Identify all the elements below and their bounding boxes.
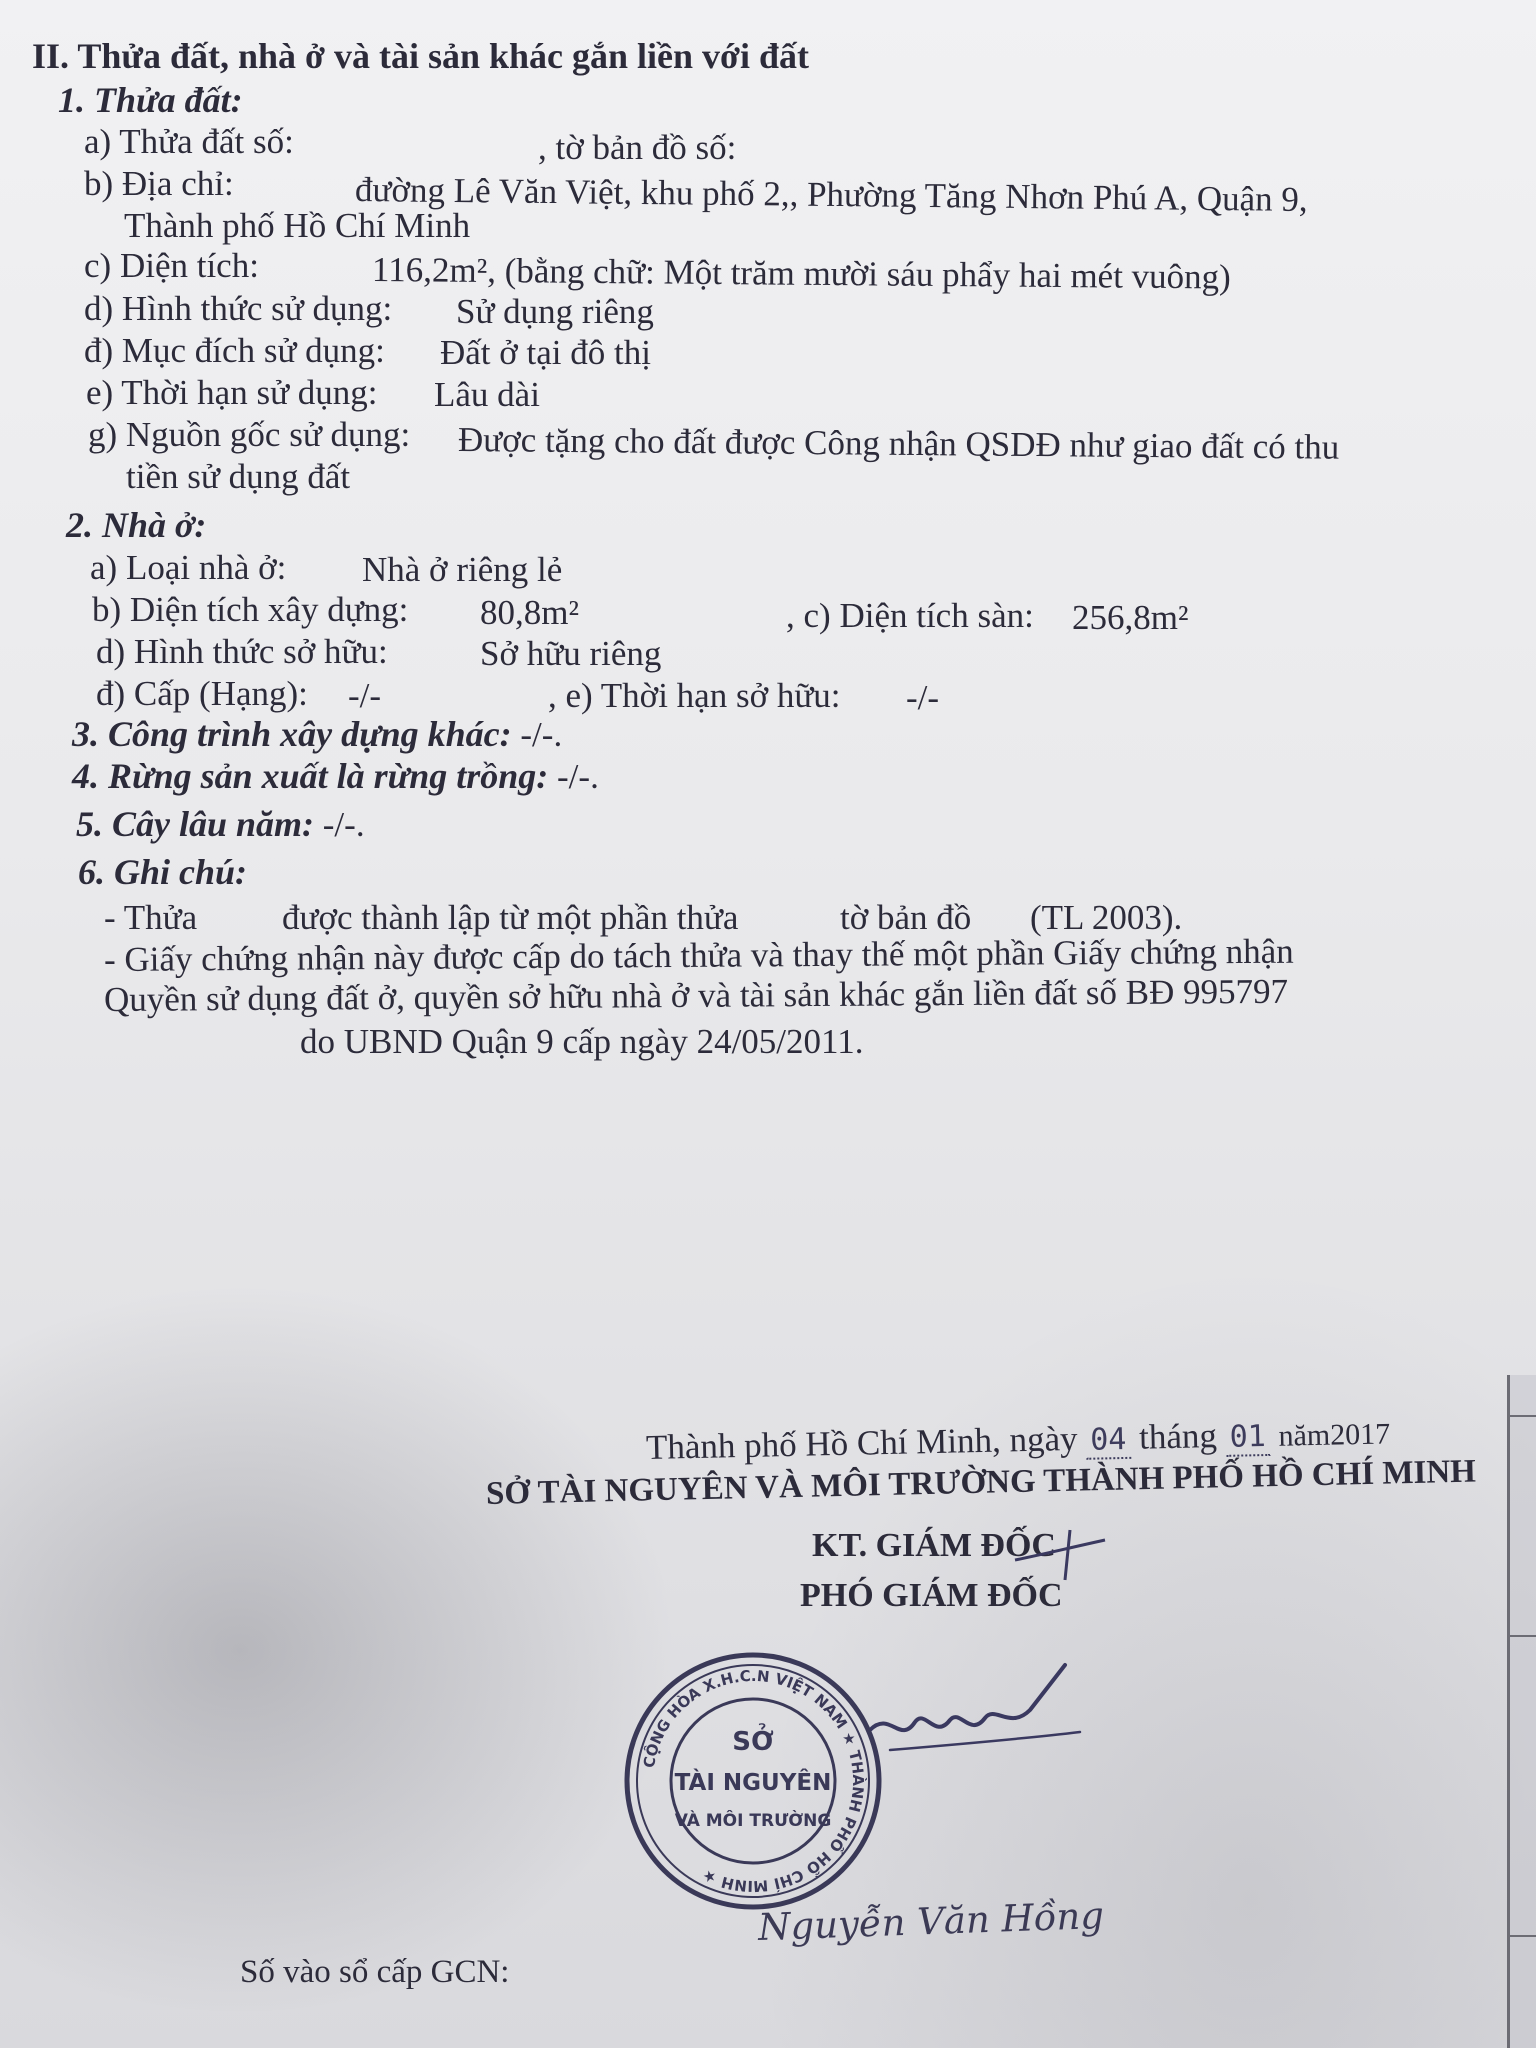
use-term-label: e) Thời hạn sử dụng: [86,373,378,412]
issuing-agency: SỞ TÀI NGUYÊN VÀ MÔI TRƯỜNG THÀNH PHỐ HỒ CHÍ MINH [485,1453,1477,1512]
land-title: 1. Thửa đất: [58,80,243,120]
floor-area-label: , c) Diện tích sàn: [786,596,1034,635]
ownership-term-label: , e) Thời hạn sở hữu: [548,676,841,715]
address-line-1: đường Lê Văn Việt, khu phố 2,, Phường Tăng Nhơn Phú A, Quận 9, [354,170,1308,219]
perennial-trees-label: 5. Cây lâu năm: [76,804,315,844]
grade-label: đ) Cấp (Hạng): [96,674,308,713]
signing-month: 01 [1225,1419,1270,1457]
official-seal [622,1650,884,1912]
note-line-2: - Giấy chứng nhận này được cấp do tách thửa và thay thế một phần Giấy chứng nhận [103,931,1294,979]
registry-number-label: Số vào sổ cấp GCN: [240,1954,510,1990]
use-term-value: Lâu dài [434,375,540,414]
floor-area-value: 256,8m² [1072,598,1189,637]
section-title: II. Thửa đất, nhà ở và tài sản khác gắn liền với đất [32,36,810,76]
signing-year-label: năm [1278,1418,1331,1453]
area-label: c) Diện tích: [84,246,259,285]
origin-value-line-2: tiền sử dụng đất [126,457,351,496]
address-label: b) Địa chỉ: [84,164,234,203]
signing-month-label: tháng [1138,1416,1218,1457]
house-type-label: a) Loại nhà ở: [90,548,287,587]
origin-label: g) Nguồn gốc sử dụng: [88,415,411,454]
signature-flourish [1010,1520,1110,1590]
ownership-label: d) Hình thức sở hữu: [96,632,388,671]
ownership-term-value: -/- [906,678,940,717]
note-line-4: do UBND Quận 9 cấp ngày 24/05/2011. [300,1022,864,1061]
note-line-1-c: tờ bản đồ [840,898,972,937]
area-value: 116,2m², (bằng chữ: Một trăm mười sáu phẩy hai mét vuông) [371,250,1231,297]
address-line-2: Thành phố Hồ Chí Minh [124,206,471,245]
use-form-value: Sử dụng riêng [456,292,654,331]
seal-center-line-1: SỞ [732,1727,774,1757]
signing-year: 2017 [1329,1417,1391,1452]
build-area-label: b) Diện tích xây dựng: [92,590,409,629]
planted-forest-label: 4. Rừng sản xuất là rừng trồng: [72,756,549,796]
grade-value: -/- [348,676,382,715]
note-line-1-a: - Thửa [104,898,198,937]
page-edge [1507,1375,1536,2048]
planted-forest-value: -/-. [557,757,599,796]
house-type-value: Nhà ở riêng lẻ [362,550,563,589]
signer-name: Nguyễn Văn Hồng [757,1893,1105,1950]
map-sheet-label: , tờ bản đồ số: [538,128,737,167]
house-title: 2. Nhà ở: [66,505,207,545]
signer-role-2: PHÓ GIÁM ĐỐC [800,1577,1063,1614]
ownership-value: Sở hữu riêng [480,634,662,673]
use-purpose-label: đ) Mục đích sử dụng: [84,331,385,370]
seal-ring-text: CỘNG HÒA X.H.C.N VIỆT NAM ★ THÀNH PHỐ HỒ CHÍ MINH ★ [639,1666,868,1896]
parcel-number-label: a) Thửa đất số: [84,122,294,161]
use-purpose-value: Đất ở tại đô thị [440,333,651,372]
other-works-label: 3. Công trình xây dựng khác: [72,714,512,754]
signing-place: Thành phố Hồ Chí Minh, ngày [645,1418,1078,1467]
signer-role-1: KT. GIÁM ĐỐC [812,1527,1056,1564]
use-form-label: d) Hình thức sử dụng: [84,289,393,328]
signing-day: 04 [1086,1422,1131,1460]
note-line-1-b: được thành lập từ một phần thửa [282,898,739,937]
perennial-trees-value: -/-. [322,805,365,844]
origin-value-line-1: Được tặng cho đất được Công nhận QSDĐ như giao đất có thu [457,420,1340,467]
note-line-1-d: (TL 2003). [1030,898,1183,937]
note-line-3: Quyền sử dụng đất ở, quyền sở hữu nhà ở và tài sản khác gắn liền đất số BĐ 995797 [103,971,1289,1019]
other-works-value: -/-. [520,715,563,754]
seal-center-line-2: TÀI NGUYÊN [674,1770,832,1796]
perennial-trees [76,804,365,845]
other-works [72,714,562,755]
notes-title: 6. Ghi chú: [78,852,248,892]
build-area-value: 80,8m² [480,593,579,632]
planted-forest [72,756,599,797]
seal-center-line-3: VÀ MÔI TRƯỜNG [674,1811,832,1831]
